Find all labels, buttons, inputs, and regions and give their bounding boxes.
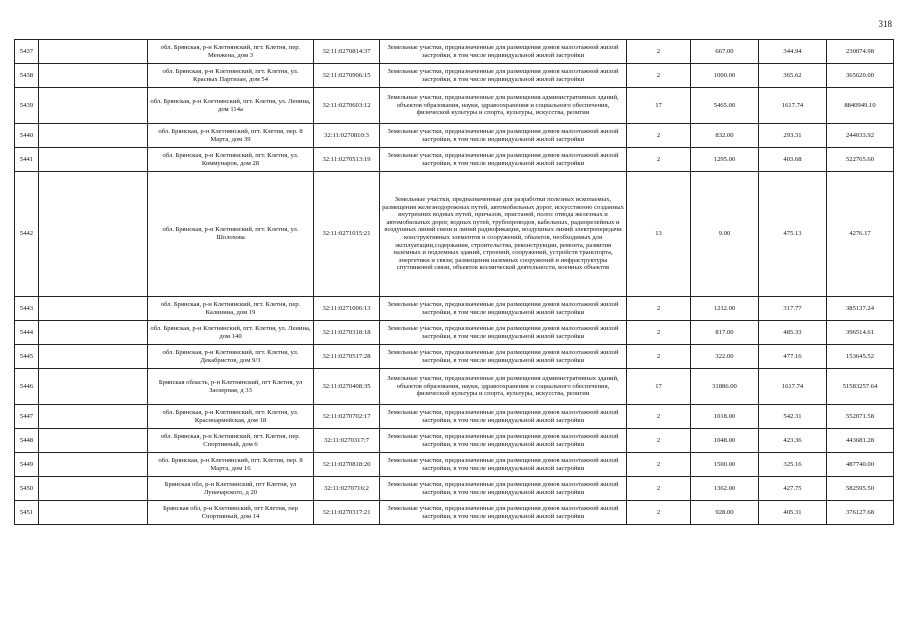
table-row bbox=[15, 501, 894, 525]
address-cell: обл. Брянская, р-н Клетнянский, пгт. Клетня, ул. Коммунаров, дом 28 bbox=[148, 148, 314, 172]
land-use-cell: Земельные участки, предназначенные для размещения домов малоэтажной жилой застройки, в том числе индивидуальной жилой застройки bbox=[380, 40, 627, 64]
cadastral-value-cell: 552071.58 bbox=[827, 405, 894, 429]
empty-cell bbox=[39, 40, 148, 64]
cadastral-number-cell: 32:11:0270702:17 bbox=[314, 405, 380, 429]
use-category-cell: 2 bbox=[627, 345, 691, 369]
empty-cell bbox=[39, 88, 148, 124]
cadastral-value-cell: 443681.28 bbox=[827, 429, 894, 453]
row-id: 5437 bbox=[15, 40, 39, 64]
use-category-cell: 13 bbox=[627, 172, 691, 297]
area-cell: 31886.00 bbox=[691, 369, 759, 405]
row-id: 5447 bbox=[15, 405, 39, 429]
area-cell: 667.00 bbox=[691, 40, 759, 64]
cadastral-value-cell: 385137.24 bbox=[827, 297, 894, 321]
row-id: 5443 bbox=[15, 297, 39, 321]
table-row bbox=[15, 88, 894, 124]
land-use-cell: Земельные участки, предназначенные для размещения домов малоэтажной жилой застройки, в том числе индивидуальной жилой застройки bbox=[380, 148, 627, 172]
use-category-cell: 2 bbox=[627, 429, 691, 453]
cadastral-number-cell: 32:11:0270603:12 bbox=[314, 88, 380, 124]
use-category-cell: 2 bbox=[627, 477, 691, 501]
empty-cell bbox=[39, 477, 148, 501]
cadastral-value-cell: 8840949.10 bbox=[827, 88, 894, 124]
address-cell: обл. Брянская, р-н Клетнянский, пгт. Клетня, ул. Ленина, дом 114а bbox=[148, 88, 314, 124]
use-category-cell: 2 bbox=[627, 297, 691, 321]
land-use-cell: Земельные участки, предназначенные для размещения домов малоэтажной жилой застройки, в том числе индивидуальной жилой застройки bbox=[380, 477, 627, 501]
table-row bbox=[15, 148, 894, 172]
table-row bbox=[15, 369, 894, 405]
address-cell: обл. Брянская, р-н Клетнянский, пгт. Клетня, ул. Шолохова bbox=[148, 172, 314, 297]
cadastral-number-cell: 32:11:0270818:20 bbox=[314, 453, 380, 477]
cadastral-value-table bbox=[14, 39, 894, 525]
land-use-cell: Земельные участки, предназначенные для размещения домов малоэтажной жилой застройки, в том числе индивидуальной жилой застройки bbox=[380, 453, 627, 477]
specific-value-cell: 344.94 bbox=[759, 40, 827, 64]
row-id: 5442 bbox=[15, 172, 39, 297]
row-id: 5446 bbox=[15, 369, 39, 405]
table-row bbox=[15, 321, 894, 345]
address-cell: обл. Брянская, р-н Клетнянский, пгт. Клетня, ул. Ленина, дом 140 bbox=[148, 321, 314, 345]
area-cell: 1212.00 bbox=[691, 297, 759, 321]
empty-cell bbox=[39, 405, 148, 429]
specific-value-cell: 317.77 bbox=[759, 297, 827, 321]
land-use-cell: Земельные участки, предназначенные для размещения домов малоэтажной жилой застройки, в том числе индивидуальной жилой застройки bbox=[380, 124, 627, 148]
cadastral-number-cell: 32:11:0270408:35 bbox=[314, 369, 380, 405]
land-use-cell: Земельные участки, предназначенные для размещения домов малоэтажной жилой застройки, в том числе индивидуальной жилой застройки bbox=[380, 429, 627, 453]
cadastral-value-cell: 230074.98 bbox=[827, 40, 894, 64]
land-use-cell: Земельные участки, предназначенные для размещения административных зданий, объектов образования, науки, здравоохранения и социального обеспечения, физической культуры и спорта, культуры, искусства, религии bbox=[380, 88, 627, 124]
specific-value-cell: 293.31 bbox=[759, 124, 827, 148]
land-use-cell: Земельные участки, предназначенные для размещения административных зданий, объектов образования, науки, здравоохранения и социального обеспечения, физической культуры и спорта, культуры, искусства, религии bbox=[380, 369, 627, 405]
use-category-cell: 2 bbox=[627, 501, 691, 525]
address-cell: обл. Брянская, р-н Клетнянский, пгт. Клетня, ул. Красноармейская, дом 18 bbox=[148, 405, 314, 429]
row-id: 5439 bbox=[15, 88, 39, 124]
row-id: 5445 bbox=[15, 345, 39, 369]
table-row bbox=[15, 40, 894, 64]
table-row bbox=[15, 297, 894, 321]
cadastral-value-cell: 4276.17 bbox=[827, 172, 894, 297]
table-row bbox=[15, 64, 894, 88]
empty-cell bbox=[39, 429, 148, 453]
empty-cell bbox=[39, 124, 148, 148]
specific-value-cell: 403.68 bbox=[759, 148, 827, 172]
cadastral-number-cell: 32:11:0270814:37 bbox=[314, 40, 380, 64]
area-cell: 928.00 bbox=[691, 501, 759, 525]
area-cell: 1500.00 bbox=[691, 453, 759, 477]
land-use-cell: Земельные участки, предназначенные для размещения домов малоэтажной жилой застройки, в том числе индивидуальной жилой застройки bbox=[380, 297, 627, 321]
empty-cell bbox=[39, 172, 148, 297]
area-cell: 1295.00 bbox=[691, 148, 759, 172]
address-cell: Брянская обл, р-н Клетнянский, пгт Клетня, ул Луначарского, д 20 bbox=[148, 477, 314, 501]
row-id: 5450 bbox=[15, 477, 39, 501]
cadastral-value-cell: 365620.00 bbox=[827, 64, 894, 88]
address-cell: Брянская обл, р-н Клетнянский, пгт Клетня, пер Спортивный, дом 14 bbox=[148, 501, 314, 525]
use-category-cell: 2 bbox=[627, 453, 691, 477]
land-use-cell: Земельные участки, предназначенные для размещения домов малоэтажной жилой застройки, в том числе индивидуальной жилой застройки bbox=[380, 405, 627, 429]
address-cell: обл. Брянская, р-н Клетнянский, пгт. Клетня, пер. Калинина, дом 19 bbox=[148, 297, 314, 321]
address-cell: обл. Брянская, р-н Клетнянский, пгт. Клетня, пер. Менжена, дом 3 bbox=[148, 40, 314, 64]
area-cell: 817.00 bbox=[691, 321, 759, 345]
empty-cell bbox=[39, 369, 148, 405]
cadastral-number-cell: 32:11:0270318:18 bbox=[314, 321, 380, 345]
cadastral-number-cell: 32:11:0270810:3 bbox=[314, 124, 380, 148]
row-id: 5441 bbox=[15, 148, 39, 172]
specific-value-cell: 427.75 bbox=[759, 477, 827, 501]
specific-value-cell: 1617.74 bbox=[759, 88, 827, 124]
cadastral-number-cell: 32:11:0270517:28 bbox=[314, 345, 380, 369]
specific-value-cell: 365.62 bbox=[759, 64, 827, 88]
specific-value-cell: 1617.74 bbox=[759, 369, 827, 405]
area-cell: 5465.00 bbox=[691, 88, 759, 124]
cadastral-value-cell: 51583257.64 bbox=[827, 369, 894, 405]
specific-value-cell: 475.13 bbox=[759, 172, 827, 297]
area-cell: 1362.00 bbox=[691, 477, 759, 501]
land-use-cell: Земельные участки, предназначенные для размещения домов малоэтажной жилой застройки, в том числе индивидуальной жилой застройки bbox=[380, 501, 627, 525]
address-cell: Брянская область, р-н Клетнянский, пгт Клетня, ул Заозерная, д 33 bbox=[148, 369, 314, 405]
cadastral-value-cell: 487740.00 bbox=[827, 453, 894, 477]
empty-cell bbox=[39, 297, 148, 321]
use-category-cell: 2 bbox=[627, 124, 691, 148]
area-cell: 1018.00 bbox=[691, 405, 759, 429]
cadastral-value-cell: 396514.61 bbox=[827, 321, 894, 345]
table-row bbox=[15, 124, 894, 148]
area-cell: 1000.00 bbox=[691, 64, 759, 88]
row-id: 5449 bbox=[15, 453, 39, 477]
empty-cell bbox=[39, 345, 148, 369]
cadastral-value-cell: 522765.60 bbox=[827, 148, 894, 172]
cadastral-number-cell: 32:11:0270716:2 bbox=[314, 477, 380, 501]
row-id: 5440 bbox=[15, 124, 39, 148]
land-use-cell: Земельные участки, предназначенные для размещения домов малоэтажной жилой застройки, в том числе индивидуальной жилой застройки bbox=[380, 345, 627, 369]
page-number: 318 bbox=[878, 19, 892, 29]
specific-value-cell: 477.16 bbox=[759, 345, 827, 369]
specific-value-cell: 485.33 bbox=[759, 321, 827, 345]
use-category-cell: 17 bbox=[627, 88, 691, 124]
use-category-cell: 17 bbox=[627, 369, 691, 405]
table-row bbox=[15, 453, 894, 477]
row-id: 5438 bbox=[15, 64, 39, 88]
address-cell: обл. Брянская, р-н Клетнянский, пгт. Клетня, пер. Спортивный, дом 6 bbox=[148, 429, 314, 453]
use-category-cell: 2 bbox=[627, 405, 691, 429]
address-cell: обл. Брянская, р-н Клетнянский, пгт. Клетня, пер. 8 Марта, дом 16 bbox=[148, 453, 314, 477]
cadastral-number-cell: 32:11:0270906:15 bbox=[314, 64, 380, 88]
empty-cell bbox=[39, 321, 148, 345]
row-id: 5448 bbox=[15, 429, 39, 453]
table-row bbox=[15, 345, 894, 369]
cadastral-value-cell: 582595.50 bbox=[827, 477, 894, 501]
address-cell: обл. Брянская, р-н Клетнянский, пгт. Клетня, ул. Красных Партизан, дом 54 bbox=[148, 64, 314, 88]
land-use-cell: Земельные участки, предназначенные для размещения домов малоэтажной жилой застройки, в том числе индивидуальной жилой застройки bbox=[380, 64, 627, 88]
use-category-cell: 2 bbox=[627, 40, 691, 64]
specific-value-cell: 325.16 bbox=[759, 453, 827, 477]
address-cell: обл. Брянская, р-н Клетнянский, пгт. Клетня, пер. 8 Марта, дом 39 bbox=[148, 124, 314, 148]
use-category-cell: 2 bbox=[627, 321, 691, 345]
empty-cell bbox=[39, 453, 148, 477]
area-cell: 832.00 bbox=[691, 124, 759, 148]
cadastral-number-cell: 32:11:0270317:21 bbox=[314, 501, 380, 525]
table-row bbox=[15, 429, 894, 453]
cadastral-number-cell: 32:11:0271015:21 bbox=[314, 172, 380, 297]
empty-cell bbox=[39, 501, 148, 525]
cadastral-value-cell: 244033.92 bbox=[827, 124, 894, 148]
empty-cell bbox=[39, 64, 148, 88]
cadastral-number-cell: 32:11:0270513:19 bbox=[314, 148, 380, 172]
area-cell: 1048.00 bbox=[691, 429, 759, 453]
table-row bbox=[15, 477, 894, 501]
area-cell: 9.00 bbox=[691, 172, 759, 297]
cadastral-number-cell: 32:11:0271006:13 bbox=[314, 297, 380, 321]
row-id: 5444 bbox=[15, 321, 39, 345]
cadastral-number-cell: 32:11:0270317:7 bbox=[314, 429, 380, 453]
address-cell: обл. Брянская, р-н Клетнянский, пгт. Клетня, ул. Декабристов, дом 9/3 bbox=[148, 345, 314, 369]
empty-cell bbox=[39, 148, 148, 172]
land-use-cell: Земельные участки, предназначенные для размещения домов малоэтажной жилой застройки, в том числе индивидуальной жилой застройки bbox=[380, 321, 627, 345]
use-category-cell: 2 bbox=[627, 64, 691, 88]
use-category-cell: 2 bbox=[627, 148, 691, 172]
table-row bbox=[15, 172, 894, 297]
specific-value-cell: 405.31 bbox=[759, 501, 827, 525]
area-cell: 322.00 bbox=[691, 345, 759, 369]
table-row bbox=[15, 405, 894, 429]
cadastral-value-cell: 153645.52 bbox=[827, 345, 894, 369]
cadastral-value-cell: 376127.68 bbox=[827, 501, 894, 525]
row-id: 5451 bbox=[15, 501, 39, 525]
land-use-cell: Земельные участки, предназначенные для разработки полезных ископаемых, размещения железнодорожных путей, автомобильных дорог, искусственно созданных внутренних водных путей, причалов, пристаней, полос отвода железных и автомобильных дорог, водных путей, трубопроводов, кабельных, радиорелейных и воздушных линий связи и линий радиофикации, воздушных линий электропередачи конструктивных элементов и сооружений, объектов, необходимых для эксплуатации,содержания, строительства, реконструкции, ремонта, развития наземных и подземных зданий, строений, сооружений, устройств транспорта, энергетики и связи; размещения наземных сооружений и инфраструктуры спутниковой связи, объектов космической деятельности, военных объектов bbox=[380, 172, 627, 297]
specific-value-cell: 423.36 bbox=[759, 429, 827, 453]
specific-value-cell: 542.31 bbox=[759, 405, 827, 429]
